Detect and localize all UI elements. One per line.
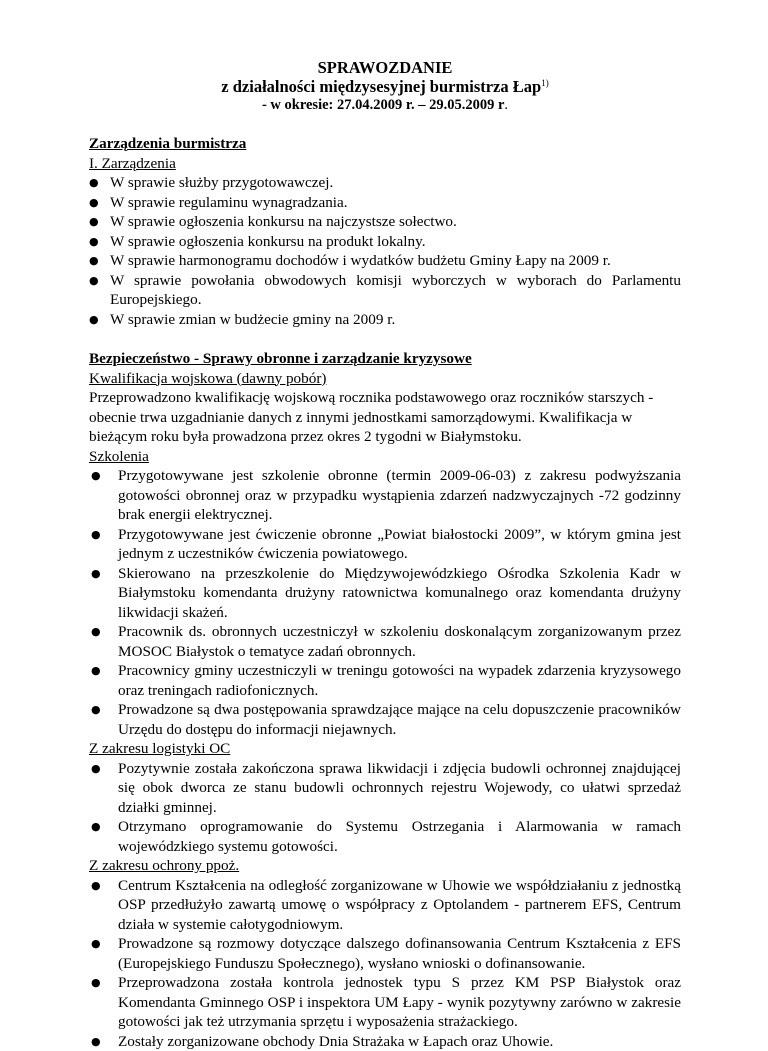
list-item: ● Otrzymano oprogramowanie do Systemu Ostrzegania i Alarmowania w ramach wojewódzkiego systemu gotowości. [89, 817, 681, 856]
fire-protection-list [89, 876, 681, 1051]
list-item: ● Przygotowywane jest szkolenie obronne (termin 2009-06-03) z zakresu podwyższania gotowości obronnej oraz w przypadku wystąpienia zdarzeń nadzwyczajnych -72 godzinny brak energii elektrycznej. [89, 466, 681, 525]
subheading-civil-defense-logistics: Z zakresu logistyki OC [89, 739, 681, 759]
report-period-end: . [504, 97, 508, 113]
footnote-mark: 1) [541, 78, 549, 88]
military-qualification-paragraph: Przeprowadzono kwalifikację wojskową rocznika podstawowego oraz roczników starszych - obecnie trwa uzgadnianie danych z innymi jednostkami samorządowymi. Kwalifikacja w bieżącym roku była prowadzona przez okres 2 tygodni w Białymstoku. [89, 388, 681, 447]
list-item: ● W sprawie powołania obwodowych komisji wyborczych w wyborach do Parlamentu Europejskiego. [89, 271, 681, 310]
list-item: ● Przeprowadzona została kontrola jednostek typu S przez KM PSP Białystok oraz Komendanta Gminnego OSP i inspektora UM Łapy - wynik pozytywny zarówno w zakresie gotowości jak też utrzymania sprzętu i wyposażenia strażackiego. [89, 973, 681, 1032]
bullet-icon: ● [89, 212, 99, 232]
document-title: SPRAWOZDANIE [89, 58, 681, 77]
list-item: ● Pracownik ds. obronnych uczestniczył w szkoleniu doskonalącym zorganizowanym przez MOSOC Białystok o tematyce zadań obronnych. [89, 622, 681, 661]
list-item: ● Skierowano na przeszkolenie do Międzywojewódzkiego Ośrodka Szkolenia Kadr w Białymstoku komendanta drużyny ratownictwa komunalnego oraz komendanta drużyny likwidacji skażeń. [89, 564, 681, 623]
bullet-icon: ● [89, 271, 99, 291]
bullet-icon: ● [91, 759, 101, 779]
trainings-list [89, 466, 681, 739]
list-item: ● W sprawie służby przygotowawczej. [89, 173, 681, 193]
report-period-text: - w okresie: 27.04.2009 r. – 29.05.2009 r [262, 97, 504, 113]
bullet-icon: ● [89, 251, 99, 271]
bullet-icon: ● [91, 876, 101, 896]
bullet-icon: ● [91, 661, 101, 681]
list-item: ● Prowadzone są dwa postępowania sprawdzające mające na celu dopuszczenie pracowników Urzędu do dostępu do informacji niejawnych. [89, 700, 681, 739]
bullet-icon: ● [91, 466, 101, 486]
list-item: ● W sprawie zmian w budżecie gminy na 2009 r. [89, 310, 681, 330]
subheading-ordinances: I. Zarządzenia [89, 154, 681, 174]
list-item: ● Prowadzone są rozmowy dotyczące dalszego dofinansowania Centrum Kształcenia z EFS (Europejskiego Funduszu Społecznego), wysłano wnioski o dofinansowanie. [89, 934, 681, 973]
list-item: ● Pozytywnie została zakończona sprawa likwidacji i zdjęcia budowli ochronnej znajdującej się obok dworca ze stanu budowli ochronnych rejestru Wojewody, co ułatwi sprzedaż działki gminnej. [89, 759, 681, 818]
list-item: ● W sprawie regulaminu wynagradzania. [89, 193, 681, 213]
list-item: ● Pracownicy gminy uczestniczyli w treningu gotowości na wypadek zdarzenia kryzysowego oraz treningach radiofonicznych. [89, 661, 681, 700]
document-subtitle [89, 77, 681, 96]
list-item: ● W sprawie ogłoszenia konkursu na produkt lokalny. [89, 232, 681, 252]
bullet-icon: ● [91, 1032, 101, 1051]
bullet-icon: ● [91, 934, 101, 954]
bullet-icon: ● [91, 525, 101, 545]
subheading-military-qualification: Kwalifikacja wojskowa (dawny pobór) [89, 369, 681, 389]
section-heading-security: Bezpieczeństwo - Sprawy obronne i zarządzanie kryzysowe [89, 349, 681, 369]
list-item: ● W sprawie ogłoszenia konkursu na najczystsze sołectwo. [89, 212, 681, 232]
bullet-icon: ● [91, 817, 101, 837]
bullet-icon: ● [89, 232, 99, 252]
document-page [89, 58, 681, 1051]
bullet-icon: ● [89, 193, 99, 213]
list-item: ● Przygotowywane jest ćwiczenie obronne „Powiat białostocki 2009”, w którym gmina jest jednym z uczestników ćwiczenia powiatowego. [89, 525, 681, 564]
section-heading-ordinances: Zarządzenia burmistrza [89, 134, 681, 154]
subheading-fire-protection: Z zakresu ochrony ppoż. [89, 856, 681, 876]
list-item: ● W sprawie harmonogramu dochodów i wydatków budżetu Gminy Łapy na 2009 r. [89, 251, 681, 271]
bullet-icon: ● [89, 173, 99, 193]
bullet-icon: ● [89, 310, 99, 330]
subheading-trainings: Szkolenia [89, 447, 681, 467]
bullet-icon: ● [91, 622, 101, 642]
subtitle-text: z działalności międzysesyjnej burmistrza Łap [221, 77, 541, 96]
bullet-icon: ● [91, 564, 101, 584]
bullet-icon: ● [91, 973, 101, 993]
report-period [89, 96, 681, 115]
list-item: ● Zostały zorganizowane obchody Dnia Strażaka w Łapach oraz Uhowie. [89, 1032, 681, 1051]
list-item: ● Centrum Kształcenia na odległość zorganizowane w Uhowie we współdziałaniu z jednostką OSP przedłużyło zawartą umowę o współpracy z Optolandem - partnerem EFS, Centrum działa w systemie całotygodniowym. [89, 876, 681, 935]
bullet-icon: ● [91, 700, 101, 720]
ordinances-list [89, 173, 681, 329]
civil-defense-list [89, 759, 681, 857]
